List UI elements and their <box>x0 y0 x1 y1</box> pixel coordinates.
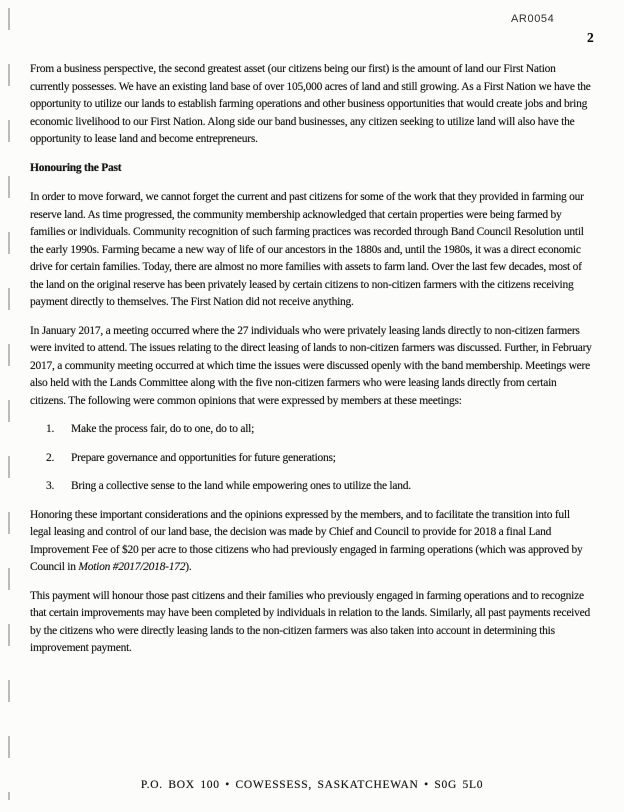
scan-edge-artifacts <box>8 8 10 800</box>
list-item-text: Prepare governance and opportunities for future generations; <box>71 451 336 464</box>
footer-address: P.O. BOX 100 • COWESSESS, SASKATCHEWAN • S0G 5L0 <box>140 779 484 791</box>
list-item-number: 2. <box>46 451 55 464</box>
motion-reference: Motion #2017/2018-172 <box>78 561 186 573</box>
list-item <box>46 421 592 439</box>
list-item-number: 1. <box>46 423 55 435</box>
paragraph-farming-history: In order to move forward, we cannot forget the current and past citizens for some of the work that they provided in farming our reserve land. As time progressed, the community membership acknowledged that certain properties were being farmed by families or individuals. Community recognition of such farming practices was recorded through Band Council Resolution until the early 1990s. Farming became a new way of life of our ancestors in the 1880s and, until the 1980s, it was a direct economic drive for certain families. Today, there are almost no more families with assets to farm land. Over the last few decades, most of the land on the original reserve has been privately leased by certain citizens to non-citizen farmers with the citizens receiving payment directly to themselves. The First Nation did not receive anything. <box>30 191 584 308</box>
decision-text-before-motion: Honoring these important considerations and the opinions expressed by the members, and to facilitate the transition into full legal leasing and control of our land base, the decision was made by Chief and Council to provide for 2018 a final Land Improvement Fee of $20 per acre to those citizens who had previously engaged in farming operations (which was approved by Council in <box>30 508 583 573</box>
bates-stamp: AR0054 <box>511 13 555 25</box>
list-item-text: Bring a collective sense to the land while empowering ones to utilize the land. <box>71 480 411 492</box>
list-item-text: Make the process fair, do to one, do to all; <box>71 423 255 435</box>
list-item <box>46 478 592 496</box>
list-item-number: 3. <box>46 480 55 492</box>
paragraph-payment-honour: This payment will honour those past citizens and their families who previously engaged in farming operations and to recognize that certain improvements may have been completed by individuals in relation to the lands. Similarly, all past payments received by the citizens who were directly leasing lands to the non-citizen farmers was also taken into account in determining this improvement payment. <box>30 589 590 654</box>
section-heading-honouring-the-past: Honouring the Past <box>30 161 122 174</box>
list-item <box>46 450 592 468</box>
document-body <box>30 61 592 669</box>
paragraph-council-decision <box>30 507 592 577</box>
member-opinions-list <box>46 421 592 496</box>
paragraph-business-perspective: From a business perspective, the second greatest asset (our citizens being our first) is the amount of land our First Nation currently possesses. We have an existing land base of over 105,000 acres of land and still growing. As a First Nation we have the opportunity to utilize our lands to establish farming operations and other business opportunities that would create jobs and bring economic livelihood to our First Nation. Along side our band businesses, any citizen seeking to utilize land will also have the opportunity to lease land and become entrepreneurs. <box>30 63 591 145</box>
page-number: 2 <box>587 30 594 45</box>
decision-text-after-motion: ). <box>185 561 192 573</box>
paragraph-2017-meetings: In January 2017, a meeting occurred where the 27 individuals who were privately leasing lands directly to non-citizen farmers were invited to attend. The issues relating to the direct leasing of lands to non-citizen farmers was discussed. Further, in February 2017, a community meeting occurred at which time the issues were discussed openly with the band membership. Meetings were also held with the Lands Committee along with the five non-citizen farmers who were leasing lands directly from certain citizens. The following were common opinions that were expressed by members at these meetings: <box>30 324 592 407</box>
